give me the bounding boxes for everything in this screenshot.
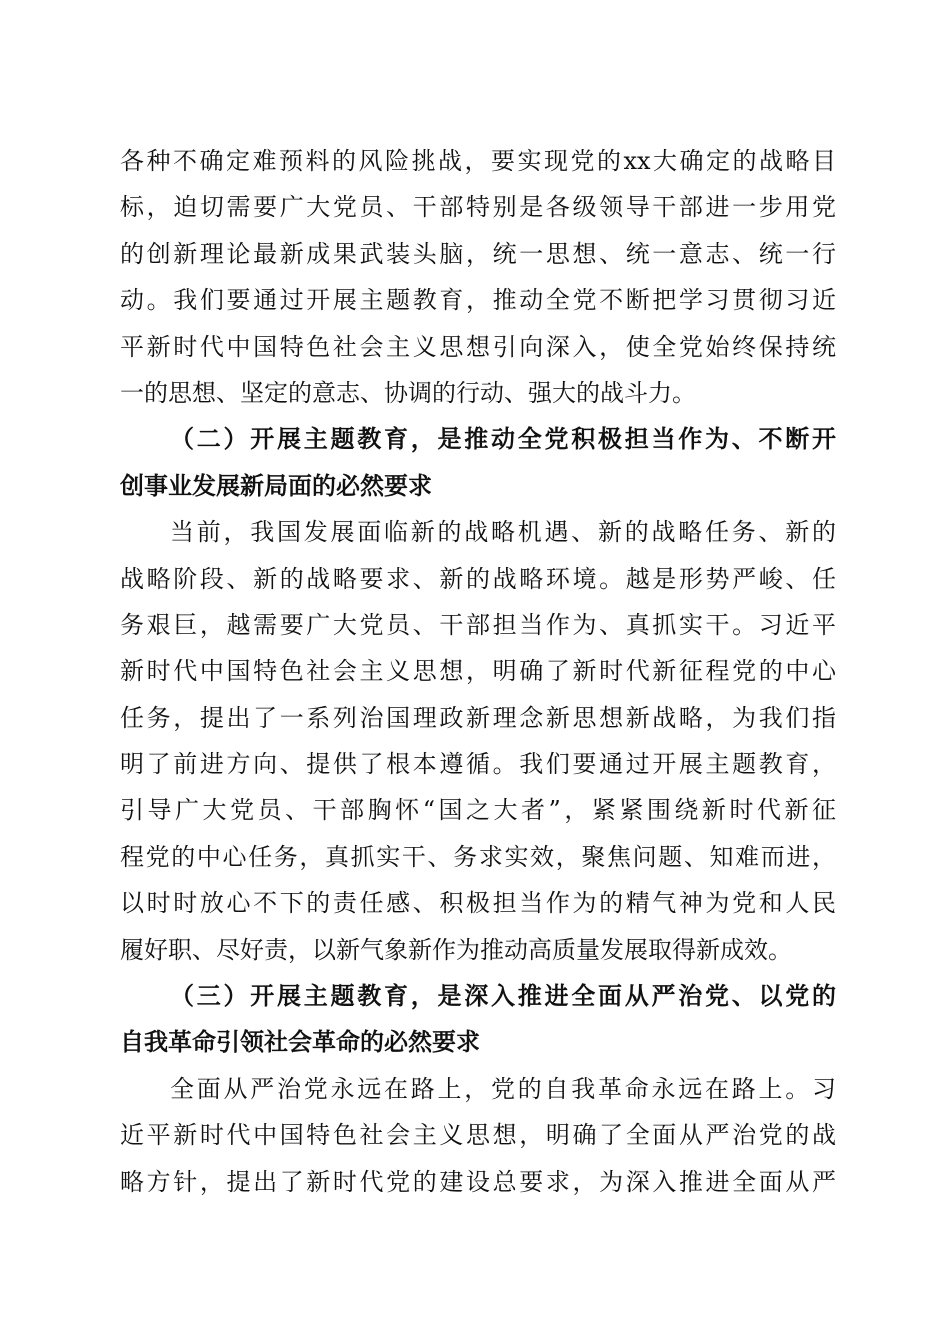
- text-line: 务艰巨，越需要广大党员、干部担当作为、真抓实干。习近平: [120, 610, 836, 639]
- heading-line: （二）开展主题教育，是推动全党积极担当作为、不断开: [170, 424, 836, 454]
- text-line: 标，迫切需要广大党员、干部特别是各级领导干部进一步用党: [120, 193, 836, 222]
- text-line: 以时时放心不下的责任感、积极担当作为的精气神为党和人民: [120, 889, 836, 918]
- text-line: 战略阶段、新的战略要求、新的战略环境。越是形势严峻、任: [120, 564, 836, 593]
- section-heading: [120, 416, 836, 509]
- paragraph: [120, 509, 836, 973]
- text-line: 的创新理论最新成果武装头脑，统一思想、统一意志、统一行: [120, 239, 836, 268]
- paragraph: [120, 138, 836, 416]
- text-line: 明了前进方向、提供了根本遵循。我们要通过开展主题教育，: [120, 750, 836, 779]
- text-line: 当前，我国发展面临新的战略机遇、新的战略任务、新的: [170, 518, 836, 547]
- heading-line: （三）开展主题教育，是深入推进全面从严治党、以党的: [170, 981, 836, 1011]
- text-line: 履好职、尽好责，以新气象新作为推动高质量发展取得新成效。: [120, 935, 792, 964]
- section-heading: [120, 973, 836, 1066]
- text-line: 引导广大党员、干部胸怀“国之大者”，紧紧围绕新时代新征: [120, 796, 836, 825]
- text-line: 程党的中心任务，真抓实干、务求实效，聚焦问题、知难而进，: [120, 842, 836, 871]
- paragraph: [120, 1066, 836, 1205]
- text-line: 任务，提出了一系列治国理政新理念新思想新战略，为我们指: [120, 703, 836, 732]
- text-line: 平新时代中国特色社会主义思想引向深入，使全党始终保持统: [120, 332, 836, 361]
- heading-line: 创事业发展新局面的必然要求: [120, 470, 432, 500]
- document-body: [120, 138, 836, 1205]
- text-line: 近平新时代中国特色社会主义思想，明确了全面从严治党的战: [120, 1121, 836, 1150]
- text-line: 全面从严治党永远在路上，党的自我革命永远在路上。习: [170, 1074, 836, 1103]
- text-line: 略方针，提出了新时代党的建设总要求，为深入推进全面从严: [120, 1167, 836, 1196]
- text-line: 新时代中国特色社会主义思想，明确了新时代新征程党的中心: [120, 657, 836, 686]
- text-line: 动。我们要通过开展主题教育，推动全党不断把学习贯彻习近: [120, 286, 836, 315]
- text-line: 各种不确定难预料的风险挑战，要实现党的xx大确定的战略目: [120, 147, 836, 175]
- text-line: 一的思想、坚定的意志、协调的行动、强大的战斗力。: [120, 378, 696, 407]
- heading-line: 自我革命引领社会革命的必然要求: [120, 1027, 480, 1057]
